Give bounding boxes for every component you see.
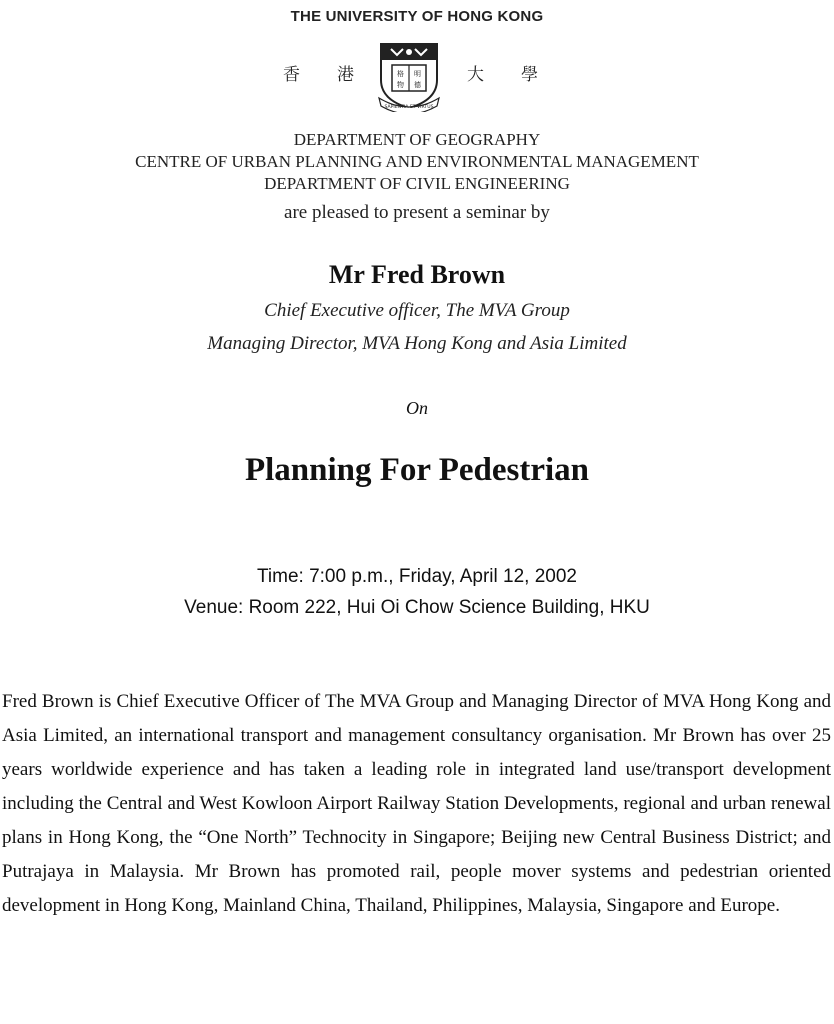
- crest-char-4: 德: [414, 81, 421, 89]
- cjk-char-4: 學: [521, 65, 538, 85]
- cjk-char-2: 港: [337, 65, 354, 85]
- on-label: On: [406, 398, 428, 418]
- speaker-name: Mr Fred Brown: [328, 260, 506, 289]
- department-geography: DEPARTMENT OF GEOGRAPHY: [293, 130, 541, 149]
- intro-text: are pleased to present a seminar by: [284, 202, 550, 223]
- speaker-biography: Fred Brown is Chief Executive Officer of The MVA Group and Managing Director of MVA Hong Kong and Asia Limited, an international transport and management consultancy organisation. Mr Brown has over 25 years worldwide experience and has taken a leading role in integrated land use/transport development including the Central and West Kowloon Airport Railway Station Developments, regional and urban renewal plans in Hong Kong, the “One North” Technocity in Singapore; Beijing new Central Business District; and Putrajaya in Malaysia. Mr Brown has promoted rail, people mover systems and pedestrian oriented development in Hong Kong, Mainland China, Thailand, Philippines, Malaysia, Singapore and Europe.: [2, 691, 831, 916]
- seminar-venue: Venue: Room 222, Hui Oi Chow Science Building, HKU: [184, 597, 650, 618]
- university-name: THE UNIVERSITY OF HONG KONG: [290, 8, 544, 25]
- cjk-char-3: 大: [467, 65, 484, 85]
- crest-row: [0, 40, 834, 112]
- seminar-time: Time: 7:00 p.m., Friday, April 12, 2002: [257, 566, 577, 587]
- university-crest-icon: [377, 40, 441, 112]
- crest-char-2: 明: [414, 70, 421, 78]
- department-civil-engineering: DEPARTMENT OF CIVIL ENGINEERING: [264, 174, 570, 193]
- cjk-char-1: 香: [283, 65, 300, 85]
- seminar-title: Planning For Pedestrian: [244, 452, 590, 488]
- crest-motto: SAPIENTIA ET VIRTUS: [384, 105, 434, 110]
- speaker-role-1: Chief Executive officer, The MVA Group: [264, 300, 570, 321]
- department-list: [0, 129, 834, 195]
- department-urban-planning: CENTRE OF URBAN PLANNING AND ENVIRONMENTAL MANAGEMENT: [135, 152, 699, 171]
- crest-char-3: 物: [397, 81, 404, 89]
- speaker-role-2: Managing Director, MVA Hong Kong and Asia Limited: [207, 333, 627, 354]
- crest-char-1: 格: [397, 70, 404, 78]
